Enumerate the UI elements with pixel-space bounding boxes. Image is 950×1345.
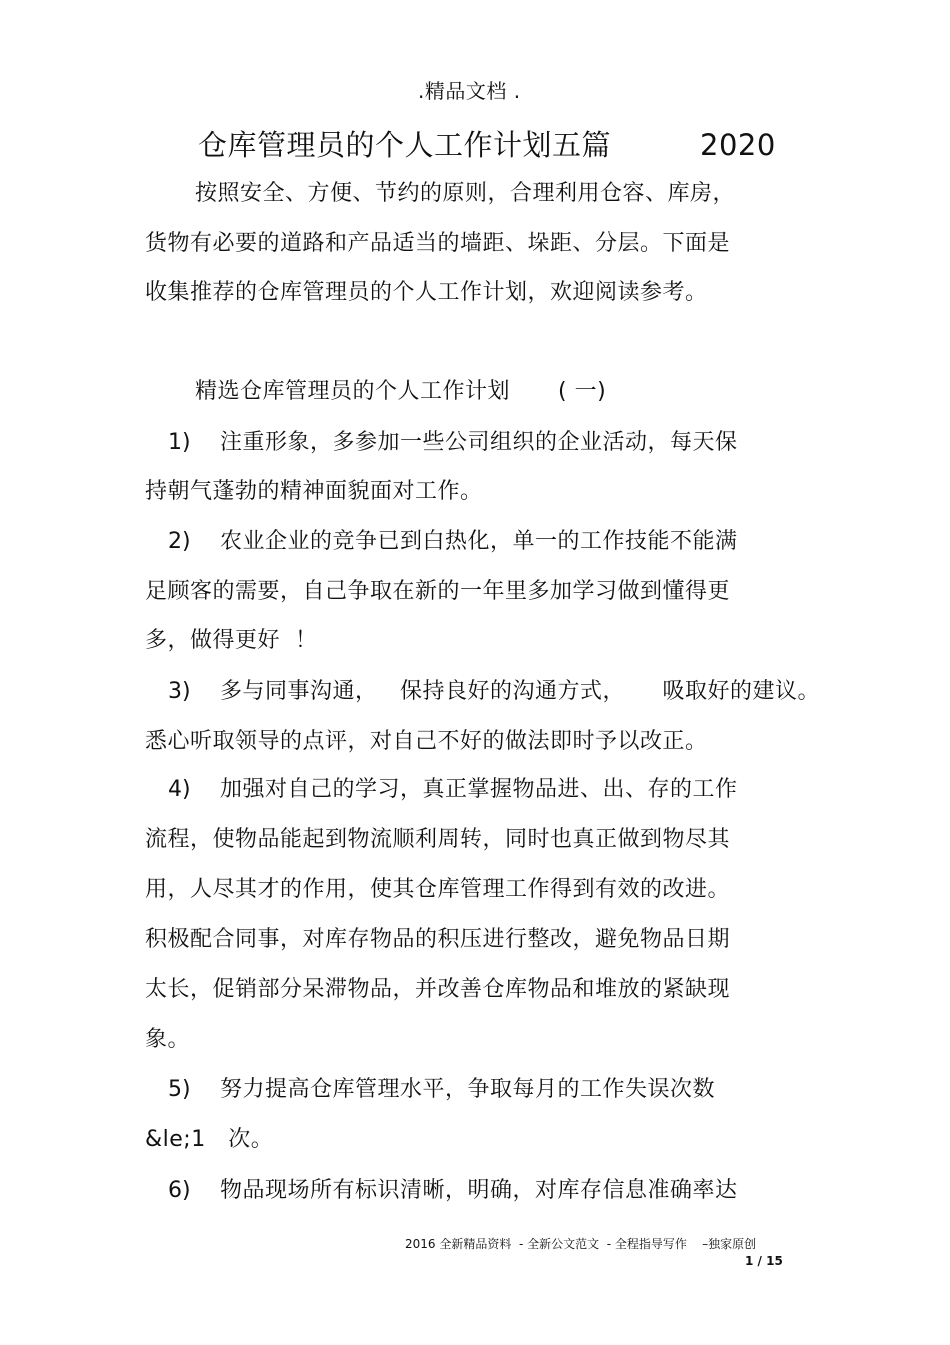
intro-line: 收集推荐的仓库管理员的个人工作计划，欢迎阅读参考。 — [145, 280, 708, 305]
item-line: 注重形象，多参加一些公司组织的企业活动，每天保 — [220, 430, 738, 455]
intro-line: 货物有必要的道路和产品适当的墙距、垛距、分层。下面是 — [145, 231, 731, 256]
item-number: 4) — [168, 777, 191, 802]
section-mark: ( 一) — [558, 379, 607, 404]
item-line: 积极配合同事，对库存物品的积压进行整改，避免物品日期 — [145, 927, 731, 952]
item-line: 物品现场所有标识清晰，明确，对库存信息准确率达 — [220, 1178, 738, 1203]
item-line: 努力提高仓库管理水平，争取每月的工作失误次数 — [220, 1077, 716, 1102]
document-title-year: 2020 — [700, 128, 776, 162]
item-line: 持朝气蓬勃的精神面貌面对工作。 — [145, 479, 483, 504]
item-line: &le;1 次。 — [145, 1127, 274, 1152]
intro-line: 按照安全、方便、节约的原则，合理利用仓容、库房， — [195, 181, 736, 206]
item-number: 5) — [168, 1077, 191, 1102]
item-line: 加强对自己的学习，真正掌握物品进、出、存的工作 — [220, 777, 738, 802]
item-line: 用，人尽其才的作用，使其仓库管理工作得到有效的改进。 — [145, 877, 731, 902]
page-footer: 2016 全新精品资料 - 全新公文范文 - 全程指导写作 –独家原创 — [405, 1237, 757, 1251]
item-number: 2) — [168, 529, 191, 554]
section-title: 精选仓库管理员的个人工作计划 — [195, 379, 511, 404]
item-line: 流程，使物品能起到物流顺利周转，同时也真正做到物尽其 — [145, 827, 731, 852]
document-title: 仓库管理员的个人工作计划五篇 — [198, 128, 612, 162]
page-number: 1 / 15 — [745, 1254, 783, 1268]
item-number: 1) — [168, 430, 191, 455]
item-number: 6) — [168, 1178, 191, 1203]
item-line: 农业企业的竞争已到白热化，单一的工作技能不能满 — [220, 529, 738, 554]
item-line: 悉心听取领导的点评，对自己不好的做法即时予以改正。 — [145, 729, 708, 754]
page-header: .精品文档 . — [418, 79, 521, 103]
item-line: 象。 — [145, 1027, 191, 1052]
item-line: 多与同事沟通， 保持良好的沟通方式， 吸取好的建议。 — [220, 679, 820, 704]
item-line: 多，做得更好 ！ — [145, 628, 318, 653]
item-line: 足顾客的需要，自己争取在新的一年里多加学习做到懂得更 — [145, 579, 731, 604]
item-line: 太长，促销部分呆滞物品，并改善仓库物品和堆放的紧缺现 — [145, 977, 731, 1002]
item-number: 3) — [168, 679, 191, 704]
